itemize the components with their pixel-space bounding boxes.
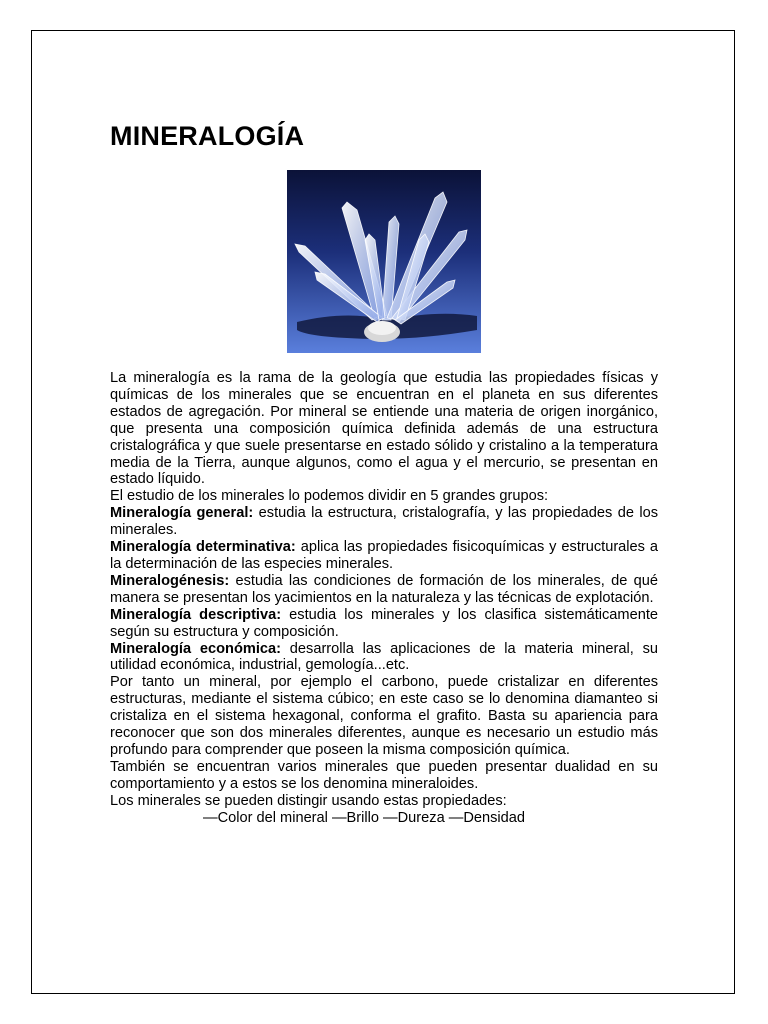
properties-line: —Color del mineral —Brillo —Dureza —Densidad	[203, 809, 525, 826]
carbon-paragraph: Por tanto un mineral, por ejemplo el carbono, puede cristalizar en diferentes estructuras, mediante el sistema cúbico; en este caso se lo denomina diamanteo si cristaliza en el sistema hexagonal, conforma el grafito. Basta su apariencia para reconocer que son dos minerales diferentes, aunque es necesario un estudio más profundo para comprender que poseen la misma composición química.	[110, 674, 658, 758]
page-title: MINERALOGÍA	[110, 121, 305, 151]
group-item-determinativa	[110, 539, 658, 573]
group-text: estudia los minerales y los clasifica sistemáticamente según su estructura y composición.	[110, 606, 658, 640]
group-text: desarrolla las aplicaciones de la materia mineral, su utilidad económica, industrial, gemología...etc.	[110, 640, 659, 674]
groups-intro: El estudio de los minerales lo podemos dividir en 5 grandes grupos:	[110, 488, 549, 505]
group-text: estudia la estructura, cristalografía, y las propiedades de los minerales.	[110, 505, 658, 539]
group-term: Mineralogénesis:	[110, 572, 230, 589]
group-text: aplica las propiedades fisicoquímicas y estructurales a la determinación de las especies minerales.	[110, 539, 658, 572]
quartz-crystal-image	[287, 170, 481, 353]
intro-paragraph: La mineralogía es la rama de la geología que estudia las propiedades físicas y químicas de los minerales que se encuentran en el planeta en sus diferentes estados de agregación. Por mineral se entiende una materia de origen inorgánico, que presenta una composición química definida además de una estructura cristalográfica y que suele presentarse en estado sólido y cristalino a la temperatura media de la Tierra, aunque algunos, como el agua y el mercurio, se presentan en estado líquido.	[110, 370, 658, 488]
group-item-economica	[110, 641, 658, 675]
group-item-descriptiva	[110, 607, 658, 641]
group-text: estudia las condiciones de formación de los minerales, de qué manera se presentan los yacimientos en la naturaleza y las técnicas de explotación.	[110, 572, 658, 606]
group-term: Mineralogía general:	[110, 505, 254, 522]
group-term: Mineralogía determinativa:	[110, 539, 296, 556]
group-term: Mineralogía descriptiva:	[110, 606, 282, 623]
group-item-general	[110, 505, 658, 539]
group-term: Mineralogía económica:	[110, 640, 281, 657]
mineraloid-paragraph: También se encuentran varios minerales que pueden presentar dualidad en su comportamiento y a estos se los denomina mineraloides.	[110, 758, 658, 792]
properties-intro: Los minerales se pueden distingir usando estas propiedades:	[110, 792, 507, 809]
group-item-mineralogenesis	[110, 573, 658, 607]
body-text	[110, 370, 658, 826]
